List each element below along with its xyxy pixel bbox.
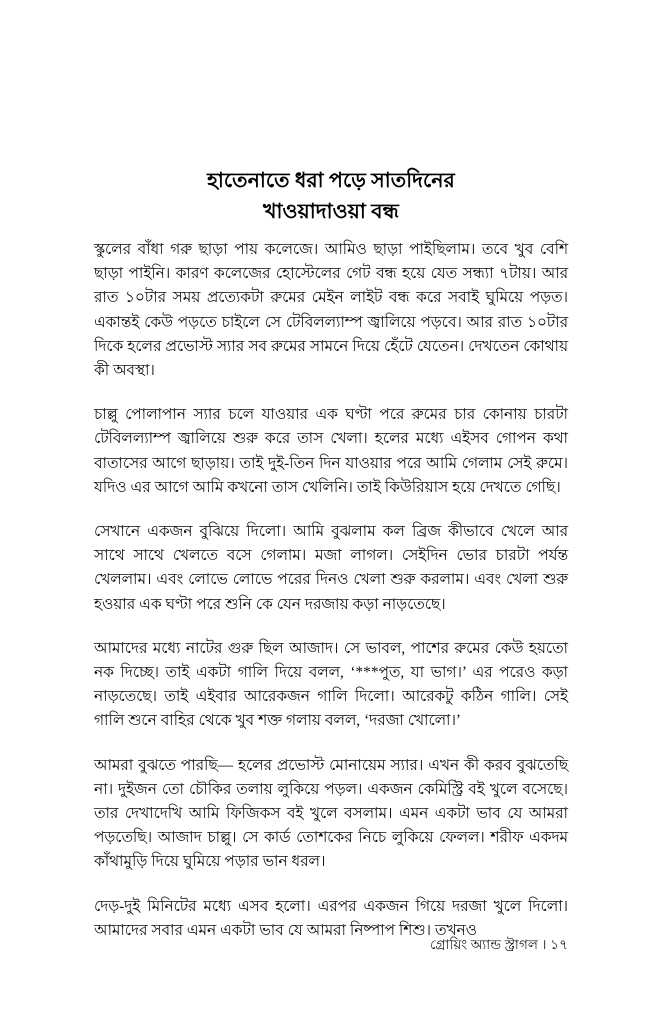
page-title bbox=[94, 166, 568, 228]
paragraph: আমরা বুঝতে পারছি— হলের প্রভোস্ট মোনায়েম স্যার। এখন কী করব বুঝতেছি না। দুইজন তো চৌকির তলায় লুকিয়ে পড়ল। একজন কেমিস্ট্রি বই খুলে বসেছে। তার দেখাদেখি আমি ফিজিকস বই খুলে বসলাম। এমন একটা ভাব যে আমরা পড়তেছি। আজাদ চাল্লু। সে কার্ড তোশকের নিচে লুকিয়ে ফেলল। শরীফ একদম কাঁথামুড়ি দিয়ে ঘুমিয়ে পড়ার ভান ধরল। bbox=[94, 756, 568, 871]
page-footer bbox=[94, 935, 568, 955]
paragraph: সেখানে একজন বুঝিয়ে দিলো। আমি বুঝলাম কল ব্রিজ কীভাবে খেলে আর সাথে সাথে খেলতে বসে গেলাম। মজা লাগল। সেইদিন ভোর চারটা পর্যন্ত খেললাম। এবং লোভে লোভে পরের দিনও খেলা শুরু করলাম। এবং খেলা শুরু হওয়ার এক ঘণ্টা পরে শুনি কে যেন দরজায় কড়া নাড়তেছে। bbox=[94, 523, 568, 613]
paragraph: দেড়-দুই মিনিটের মধ্যে এসব হলো। এরপর একজন গিয়ে দরজা খুলে দিলো। আমাদের সবার এমন একটা ভাব যে আমরা নিষ্পাপ শিশু। তখনও bbox=[94, 897, 568, 939]
paragraph: স্কুলের বাঁধা গরু ছাড়া পায় কলেজে। আমিও ছাড়া পাইছিলাম। তবে খুব বেশি ছাড়া পাইনি। কারণ কলেজের হোস্টেলের গেট বন্ধ হয়ে যেত সন্ধ্যা ৭টায়। আর রাত ১০টার সময় প্রত্যেকটা রুমের মেইন লাইট বন্ধ করে সবাই ঘুমিয়ে পড়ত। একান্তই কেউ পড়তে চাইলে সে টেবিলল্যাম্প জ্বালিয়ে পড়বে। আর রাত ১০টার দিকে হলের প্রভোস্ট স্যার সব রুমের সামনে দিয়ে হেঁটে যেতেন। দেখতেন কোথায় কী অবস্থা। bbox=[94, 241, 568, 380]
body-text bbox=[94, 238, 568, 943]
paragraph: চাল্লু পোলাপান স্যার চলে যাওয়ার এক ঘণ্টা পরে রুমের চার কোনায় চারটা টেবিলল্যাম্প জ্বালিয়ে শুরু করে তাস খেলা। হলের মধ্যে এইসব গোপন কথা বাতাসের আগে ছাড়ায়। তাই দুই-তিন দিন যাওয়ার পরে আমি গেলাম সেই রুমে। যদিও এর আগে আমি কখনো তাস খেলিনি। তাই কিউরিয়াস হয়ে দেখতে গেছি। bbox=[94, 406, 568, 496]
chapter-title-line-1: হাতেনাতে ধরা পড়ে সাতদিনের bbox=[207, 169, 455, 192]
paragraph: আমাদের মধ্যে নাটের গুরু ছিল আজাদ। সে ভাবল, পাশের রুমের কেউ হয়তো নক দিচ্ছে। তাই একটা গালি দিয়ে বলল, ‘***পুত, যা ভাগ।’ এর পরেও কড়া নাড়তেছে। তাই এইবার আরেকজন গালি দিলো। আরেকটু কঠিন গালি। সেই গালি শুনে বাহির থেকে খুব শক্ত গলায় বলল, ‘দরজা খোলো।’ bbox=[94, 639, 568, 730]
page-content-block bbox=[94, 0, 568, 1024]
chapter-title-line-2: খাওয়াদাওয়া বন্ধ bbox=[262, 200, 399, 223]
footer-book-title-and-page-number: গ্রোয়িং অ্যান্ড স্ট্রাগল । ১৭ bbox=[429, 937, 568, 952]
